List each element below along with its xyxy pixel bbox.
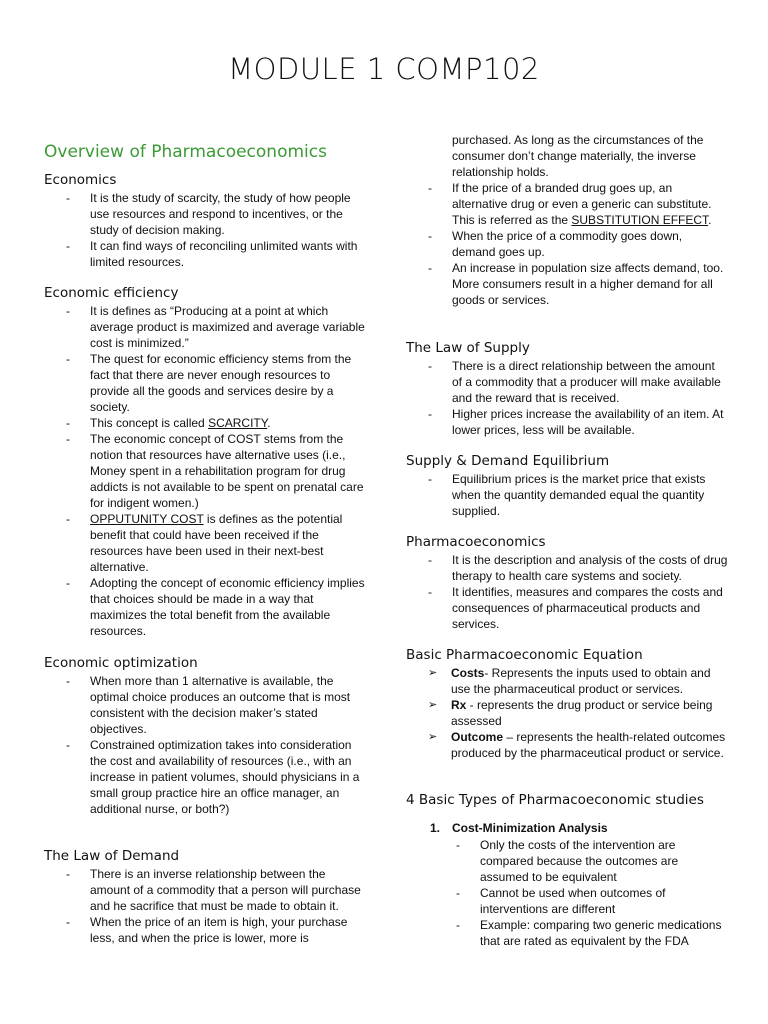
list-item — [406, 697, 728, 729]
list-item: - Higher prices increase the availability of an item. At lower prices, less will be available. — [406, 406, 728, 438]
list-item-continued — [406, 132, 728, 180]
optimization-list — [44, 673, 366, 817]
list-item — [406, 729, 728, 761]
text: - Represents the inputs used to obtain and use the pharmaceutical product or services. — [451, 666, 711, 696]
heading-pharmacoeconomics: Pharmacoeconomics — [406, 534, 546, 550]
list-item: - Only the costs of the intervention are compared because the outcomes are assumed to be equivalent — [406, 837, 728, 885]
opportunity-cost-term: OPPUTUNITY COST — [90, 512, 204, 526]
list-item: - Example: comparing two generic medications that are rated as equivalent by the FDA — [406, 917, 728, 949]
scarcity-term: SCARCITY — [208, 416, 268, 430]
text: . — [708, 213, 712, 227]
heading-basic-equation: Basic Pharmacoeconomic Equation — [406, 647, 643, 663]
list-item: - An increase in population size affects demand, too. More consumers result in a higher demand for all goods or services. — [406, 260, 728, 308]
equation-list — [406, 665, 728, 761]
list-item: - It is the study of scarcity, the study of how people use resources and respond to incentives, or the study of decision making. — [44, 190, 366, 238]
list-item: - It can find ways of reconciling unlimited wants with limited resources. — [44, 238, 366, 270]
text: purchased. As long as the circumstances of the consumer don’t change materially, the inverse relationship holds. — [452, 133, 704, 179]
term: Costs — [451, 666, 485, 680]
demand-list — [44, 866, 366, 946]
heading-economics: Economics — [44, 172, 117, 188]
economics-list — [44, 190, 366, 270]
list-item: - Equilibrium prices is the market price that exists when the quantity demanded equal the quantity supplied. — [406, 471, 728, 519]
heading-equilibrium: Supply & Demand Equilibrium — [406, 453, 610, 469]
page-title: MODULE 1 COMP102 — [228, 52, 540, 86]
list-item — [406, 180, 728, 228]
text: is defines as the potential benefit that could have been received if the resources have been used in their next-best alternative. — [90, 512, 343, 574]
heading-four-types: 4 Basic Types of Pharmacoeconomic studies — [406, 792, 704, 808]
list-item: - The quest for economic efficiency stems from the fact that there are never enough resources to provide all the goods and services desire by a society. — [44, 351, 366, 415]
subheading-cost-minimization: Cost-Minimization Analysis — [452, 821, 608, 835]
text: . — [267, 416, 271, 430]
list-item: - There is a direct relationship between the amount of a commodity that a producer will make available and the reward that is received. — [406, 358, 728, 406]
substitution-effect-term: SUBSTITUTION EFFECT — [571, 213, 709, 227]
list-item: - Constrained optimization takes into consideration the cost and availability of resources (i.e., with an increase in patient volumes, should physicians in a small group practice hire an office manager, an additional nurse, or both?) — [44, 737, 366, 817]
cost-minimization-list — [406, 837, 728, 949]
efficiency-list — [44, 303, 366, 639]
equilibrium-list — [406, 471, 728, 519]
term: Outcome — [451, 730, 504, 744]
text: – represents the health-related outcomes produced by the pharmaceutical product or service. — [451, 730, 726, 760]
section-title: Overview of Pharmacoeconomics — [44, 142, 327, 162]
arrow-bullet-icon: ➢ — [428, 667, 438, 679]
text: - represents the drug product or service being assessed — [451, 698, 713, 728]
heading-law-of-demand: The Law of Demand — [44, 848, 180, 864]
text: This concept is called — [90, 416, 209, 430]
term: Rx — [451, 698, 467, 712]
list-item: - There is an inverse relationship between the amount of a commodity that a person will purchase and he sacrifice that must be made to obtain it. — [44, 866, 366, 914]
list-item: - Cannot be used when outcomes of interventions are different — [406, 885, 728, 917]
supply-list — [406, 358, 728, 438]
heading-law-of-supply: The Law of Supply — [406, 340, 530, 356]
list-item: - When the price of a commodity goes down, demand goes up. — [406, 228, 728, 260]
arrow-bullet-icon: ➢ — [428, 699, 438, 711]
heading-economic-efficiency: Economic efficiency — [44, 285, 179, 301]
list-item: - It identifies, measures and compares the costs and consequences of pharmaceutical products and services. — [406, 584, 728, 632]
list-item: - Adopting the concept of economic efficiency implies that choices should be made in a way that maximizes the total benefit from the available resources. — [44, 575, 366, 639]
pharmacoeconomics-list — [406, 552, 728, 632]
list-item: - The economic concept of COST stems from the notion that resources have alternative uses (i.e., Money spent in a rehabilitation program for drug addicts is not available to be spent on prenatal care for indigent women.) — [44, 431, 366, 511]
list-item: - When the price of an item is high, your purchase less, and when the price is lower, more is — [44, 914, 366, 946]
list-item: - It is the description and analysis of the costs of drug therapy to health care systems and society. — [406, 552, 728, 584]
heading-economic-optimization: Economic optimization — [44, 655, 198, 671]
list-item: - It is defines as “Producing at a point at which average product is maximized and average variable cost is minimized.” — [44, 303, 366, 351]
list-number: 1. — [430, 821, 441, 835]
arrow-bullet-icon: ➢ — [428, 731, 438, 743]
list-item — [44, 511, 366, 575]
list-item: - When more than 1 alternative is available, the optimal choice produces an outcome that is most consistent with the decision maker’s stated objectives. — [44, 673, 366, 737]
demand-continued-list — [406, 132, 728, 308]
list-item — [44, 415, 366, 431]
list-item — [406, 665, 728, 697]
text: If the price of a branded drug goes up, an alternative drug or even a generic can substitute. This is referred as the — [452, 181, 712, 227]
